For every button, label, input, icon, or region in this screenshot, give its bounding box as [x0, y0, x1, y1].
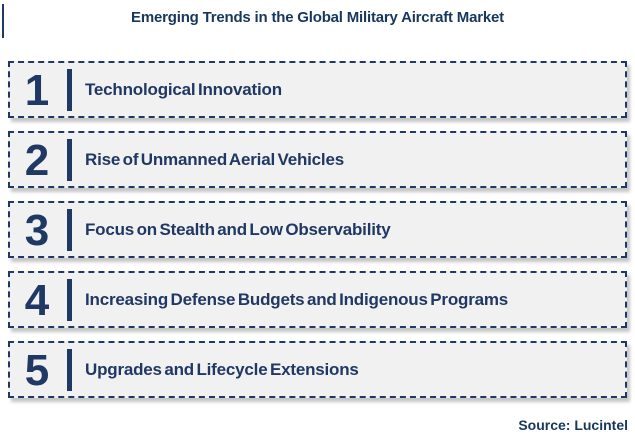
trend-label: Increasing Defense Budgets and Indigenous Programs	[85, 289, 509, 309]
trend-row-1	[8, 61, 627, 118]
trend-row-5	[8, 341, 627, 398]
trend-number: 1	[24, 65, 50, 115]
trend-number: 4	[24, 275, 50, 325]
trend-divider	[67, 139, 72, 181]
trend-divider	[67, 209, 72, 251]
trend-divider	[67, 69, 72, 111]
trend-divider	[67, 349, 72, 391]
source-credit: Source: Lucintel	[518, 417, 628, 433]
trend-number: 3	[24, 205, 50, 255]
trend-row-4	[8, 271, 627, 328]
trend-row-2	[8, 131, 627, 188]
trend-row-3	[8, 201, 627, 258]
trend-label: Upgrades and Lifecycle Extensions	[85, 359, 359, 379]
decorative-edge-mark	[2, 4, 4, 38]
trend-label: Rise of Unmanned Aerial Vehicles	[85, 149, 344, 169]
trend-label: Technological Innovation	[85, 79, 282, 99]
trend-divider	[67, 279, 72, 321]
trend-list	[8, 61, 627, 398]
trend-number: 5	[24, 345, 50, 395]
trend-number: 2	[24, 135, 50, 185]
page-title: Emerging Trends in the Global Military Aircraft Market	[131, 9, 504, 26]
trend-label: Focus on Stealth and Low Observability	[85, 219, 391, 239]
